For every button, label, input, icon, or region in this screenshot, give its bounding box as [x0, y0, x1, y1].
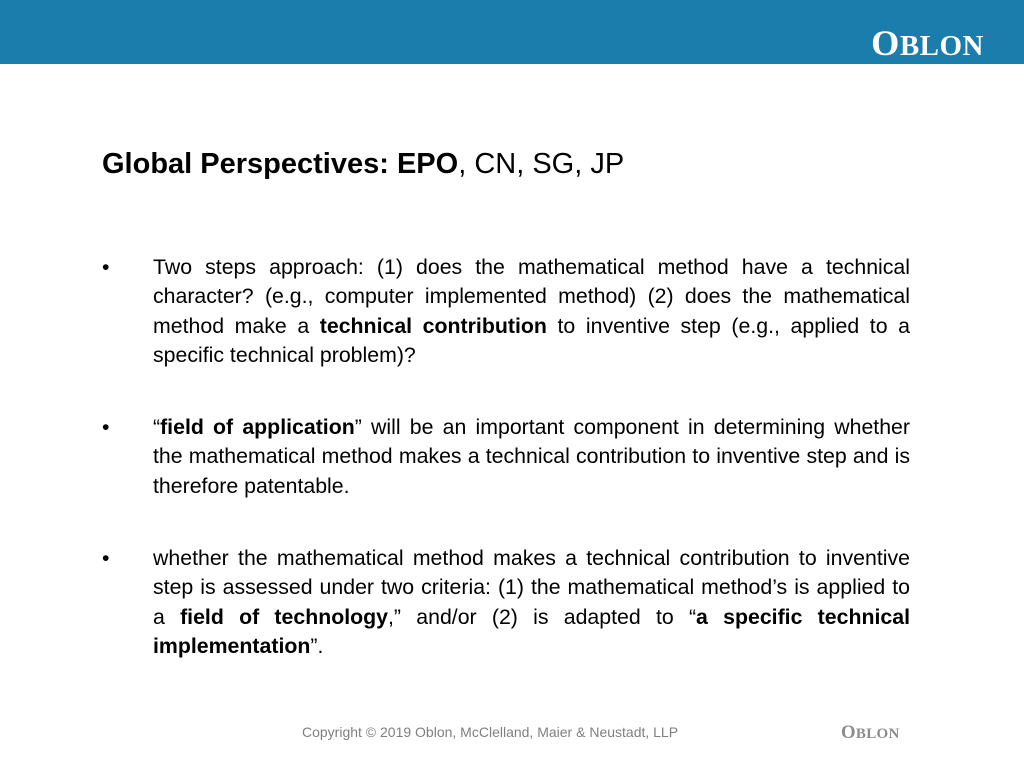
title-rest: , CN, SG, JP: [458, 148, 625, 180]
bullet-item: [100, 413, 910, 501]
logo-rest: BLON: [855, 726, 900, 742]
title-bold: Global Perspectives: EPO: [102, 148, 459, 180]
bullet-text: ,” and/or (2) is adapted to “: [388, 604, 697, 629]
header-bar: [0, 0, 1024, 64]
bullet-text: “: [153, 415, 161, 440]
logo-initial: O: [841, 722, 856, 743]
oblon-logo: [871, 25, 984, 61]
bullet-emphasis: field of technology: [180, 604, 389, 629]
logo-rest: BLON: [899, 30, 984, 62]
copyright-footer: Copyright © 2019 Oblon, McClelland, Maier & Neustadt, LLP: [302, 724, 679, 740]
oblon-logo-footer: [841, 724, 900, 743]
bullet-marker: •: [102, 546, 110, 571]
slide-title: [102, 146, 624, 182]
bullet-text: ”.: [310, 633, 324, 658]
bullet-emphasis: a specific technical implementation: [153, 604, 910, 658]
bullet-text: whether the mathematical method makes a technical contribution to inventive step is assessed under two criteria: (1) the mathematical method’s is applied to a: [153, 546, 910, 629]
bullet-item: [100, 253, 910, 370]
bullet-emphasis: field of application: [160, 415, 355, 440]
bullet-marker: •: [102, 415, 110, 440]
bullet-emphasis: technical contribution: [319, 313, 547, 338]
logo-initial: O: [871, 23, 900, 63]
bullet-marker: •: [102, 255, 110, 279]
bullet-text: Two steps approach: (1) does the mathematical method have a technical character? (e.g., computer implemented method) (2) does the mathematical method make a: [153, 255, 910, 338]
bullet-list: [100, 253, 910, 661]
bullet-text: ” will be an important component in determining whether the mathematical method makes a technical contribution to inventive step and is therefore patentable.: [153, 415, 910, 498]
bullet-text: to inventive step (e.g., applied to a specific technical problem)?: [153, 313, 910, 367]
bullet-item: [100, 544, 910, 661]
